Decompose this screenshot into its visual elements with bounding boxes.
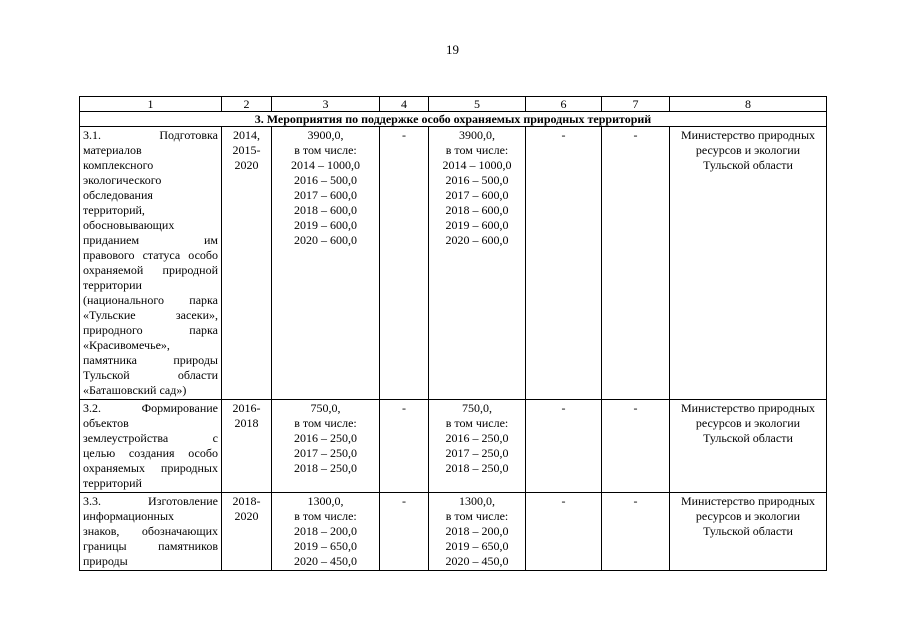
executor-line: Тульской области (703, 431, 793, 445)
years-line: 2016- (232, 401, 261, 415)
total-funding-line: в том числе: (294, 509, 357, 523)
col7-cell: - (602, 127, 670, 400)
col5-funding-line: 2020 – 450,0 (445, 554, 509, 568)
col6-cell: - (526, 400, 602, 493)
total-funding-line: 2014 – 1000,0 (291, 158, 360, 172)
measure-name-line: охраняемых природных (83, 461, 218, 475)
measure-name-cell (80, 127, 222, 400)
col5-funding-line: 2019 – 600,0 (445, 218, 509, 232)
executor-line: Министерство природных (680, 494, 816, 508)
table-row (80, 493, 827, 571)
col5-funding-line: 2019 – 650,0 (445, 539, 509, 553)
page-number: 19 (446, 42, 459, 57)
executor-line: ресурсов и экологии (695, 143, 801, 157)
col5-funding-line: в том числе: (445, 416, 509, 430)
header-row (80, 97, 827, 112)
measure-name-line: природного парка (83, 323, 218, 337)
total-funding-line: 3900,0, (307, 128, 344, 142)
col7-cell: - (602, 400, 670, 493)
executor-line: Тульской области (703, 158, 793, 172)
total-funding-line: 1300,0, (307, 494, 344, 508)
col5-funding-line: 2017 – 250,0 (445, 446, 509, 460)
header-cell-5: 5 (429, 97, 526, 112)
measure-name-line: целью создания особо (83, 446, 218, 460)
measure-name-line: памятника природы (83, 353, 218, 367)
total-funding-line: 2018 – 200,0 (294, 524, 357, 538)
measure-name-line: 3.1. Подготовка (83, 128, 218, 142)
col5-funding-line: 2018 – 600,0 (445, 203, 509, 217)
total-funding-line: 2016 – 250,0 (294, 431, 357, 445)
executor-line: Министерство природных (680, 128, 816, 142)
measure-name-line: объектов (83, 416, 129, 430)
total-funding-cell (272, 493, 380, 571)
col4-cell: - (380, 400, 429, 493)
executor-line: ресурсов и экологии (695, 509, 801, 523)
col5-funding-line: 2016 – 500,0 (445, 173, 509, 187)
col5-funding-line: в том числе: (445, 143, 509, 157)
measure-name-line: территорий (83, 476, 142, 490)
total-funding-cell (272, 127, 380, 400)
col5-funding-line: 2016 – 250,0 (445, 431, 509, 445)
measure-name-cell (80, 400, 222, 493)
measure-name-line: «Тульские засеки», (83, 308, 218, 322)
total-funding-line: в том числе: (294, 143, 357, 157)
measure-name-line: (национального парка (83, 293, 218, 307)
total-funding-line: 2018 – 600,0 (294, 203, 357, 217)
section-row (80, 112, 827, 127)
measure-name-cell (80, 493, 222, 571)
years-cell (222, 400, 272, 493)
total-funding-cell (272, 400, 380, 493)
executor-line: ресурсов и экологии (695, 416, 801, 430)
years-cell (222, 493, 272, 571)
col5-funding-cell (429, 400, 526, 493)
col5-funding-cell (429, 127, 526, 400)
col5-funding-cell (429, 493, 526, 571)
executor-cell (670, 400, 827, 493)
years-line: 2018- (232, 494, 261, 508)
total-funding-line: 750,0, (310, 401, 341, 415)
measure-name-line: 3.3. Изготовление (83, 494, 218, 508)
measure-name-line: землеустройства с (83, 431, 218, 445)
col5-funding-line: 2017 – 600,0 (445, 188, 509, 202)
col5-funding-line: в том числе: (445, 509, 509, 523)
total-funding-line: 2016 – 500,0 (294, 173, 357, 187)
total-funding-line: 2019 – 600,0 (294, 218, 357, 232)
years-cell (222, 127, 272, 400)
measure-name-line: комплексного (83, 158, 154, 172)
section-title: 3. Мероприятия по поддержке особо охраняемых природных территорий (80, 112, 827, 127)
measure-name-line: Тульской области (83, 368, 218, 382)
measure-name-line: «Красивомечье», (83, 338, 170, 352)
executor-line: Тульской области (703, 524, 793, 538)
measures-table (79, 96, 827, 571)
header-cell-8: 8 (670, 97, 827, 112)
header-cell-4: 4 (380, 97, 429, 112)
col5-funding-line: 3900,0, (459, 128, 495, 142)
measure-name-line: правового статуса особо (83, 248, 218, 262)
col6-cell: - (526, 493, 602, 571)
executor-line: Министерство природных (680, 401, 816, 415)
col4-cell: - (380, 127, 429, 400)
measure-name-line: охраняемой природной (83, 263, 218, 277)
measure-name-line: экологического (83, 173, 162, 187)
total-funding-line: в том числе: (294, 416, 357, 430)
years-line: 2020 (234, 509, 259, 523)
table-row (80, 400, 827, 493)
measure-name-line: территорий, (83, 203, 145, 217)
executor-cell (670, 493, 827, 571)
total-funding-line: 2020 – 600,0 (294, 233, 357, 247)
header-cell-7: 7 (602, 97, 670, 112)
total-funding-line: 2018 – 250,0 (294, 461, 357, 475)
header-cell-3: 3 (272, 97, 380, 112)
header-cell-1: 1 (80, 97, 222, 112)
years-line: 2020 (234, 158, 259, 172)
measure-name-line: границы памятников (83, 539, 218, 553)
total-funding-line: 2017 – 250,0 (294, 446, 357, 460)
years-line: 2015- (232, 143, 261, 157)
measure-name-line: информационных (83, 509, 175, 523)
measure-name-line: «Баташовский сад») (83, 383, 187, 397)
col7-cell: - (602, 493, 670, 571)
total-funding-line: 2017 – 600,0 (294, 188, 357, 202)
col4-cell: - (380, 493, 429, 571)
measure-name-line: 3.2. Формирование (83, 401, 218, 415)
col5-funding-line: 2018 – 250,0 (445, 461, 509, 475)
years-line: 2018 (234, 416, 259, 430)
measure-name-line: обосновывающих (83, 218, 175, 232)
header-cell-2: 2 (222, 97, 272, 112)
executor-cell (670, 127, 827, 400)
col6-cell: - (526, 127, 602, 400)
measure-name-line: материалов (83, 143, 142, 157)
total-funding-line: 2019 – 650,0 (294, 539, 357, 553)
col5-funding-line: 1300,0, (459, 494, 495, 508)
measure-name-line: знаков, обозначающих (83, 524, 218, 538)
years-line: 2014, (233, 128, 260, 142)
measure-name-line: обследования (83, 188, 153, 202)
measure-name-line: природы (83, 554, 128, 568)
col5-funding-line: 2014 – 1000,0 (442, 158, 512, 172)
table-row (80, 127, 827, 400)
col5-funding-line: 750,0, (462, 401, 492, 415)
col5-funding-line: 2018 – 200,0 (445, 524, 509, 538)
measure-name-line: приданием им (83, 233, 218, 247)
total-funding-line: 2020 – 450,0 (294, 554, 357, 568)
header-cell-6: 6 (526, 97, 602, 112)
col5-funding-line: 2020 – 600,0 (445, 233, 509, 247)
measure-name-line: территории (83, 278, 142, 292)
